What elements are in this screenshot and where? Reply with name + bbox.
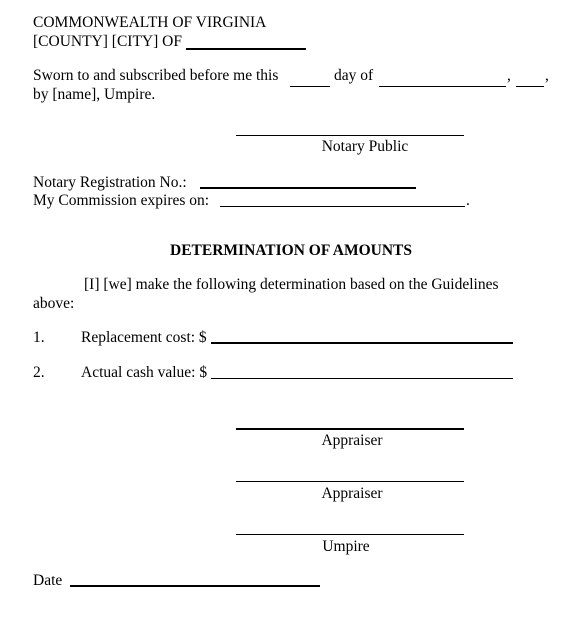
section-title: DETERMINATION OF AMOUNTS (170, 242, 412, 259)
comma-2: , (545, 67, 549, 84)
actual-cash-value-blank[interactable] (211, 378, 513, 379)
day-blank[interactable] (290, 86, 330, 87)
county-city-heading: [COUNTY] [CITY] OF (33, 33, 182, 50)
appraiser-2-label: Appraiser (321, 485, 383, 502)
umpire-signature-line[interactable] (236, 534, 464, 535)
actual-cash-value-label: Actual cash value: $ (81, 364, 208, 381)
county-city-blank[interactable] (186, 48, 306, 50)
month-blank[interactable] (379, 86, 506, 87)
day-of-text: day of (334, 67, 374, 84)
appraiser-1-label: Appraiser (321, 432, 383, 449)
commission-period: . (466, 192, 470, 209)
commission-expires-label: My Commission expires on: (33, 192, 210, 209)
appraiser-2-signature-line[interactable] (236, 481, 464, 482)
notary-registration-blank[interactable] (200, 187, 416, 189)
determination-intro-line2: above: (33, 295, 75, 312)
date-blank[interactable] (70, 585, 320, 587)
sworn-statement-start: Sworn to and subscribed before me this (33, 67, 279, 84)
umpire-label: Umpire (322, 538, 370, 555)
replacement-cost-label: Replacement cost: $ (81, 329, 207, 346)
appraiser-1-signature-line[interactable] (236, 428, 464, 430)
notary-registration-label: Notary Registration No.: (33, 174, 187, 191)
item-number: 1. (33, 329, 45, 346)
sworn-by-umpire: by [name], Umpire. (33, 86, 156, 103)
notary-signature-line[interactable] (236, 135, 464, 136)
state-heading: COMMONWEALTH OF VIRGINIA (33, 14, 267, 31)
replacement-cost-blank[interactable] (211, 342, 513, 344)
notary-public-label: Notary Public (321, 138, 409, 155)
comma-1: , (507, 67, 511, 84)
determination-intro-line1: [I] [we] make the following determination based on the Guidelines (84, 276, 499, 293)
date-label: Date (33, 572, 63, 589)
item-number: 2. (33, 364, 45, 381)
commission-expires-blank[interactable] (220, 206, 465, 207)
year-blank[interactable] (516, 86, 544, 87)
